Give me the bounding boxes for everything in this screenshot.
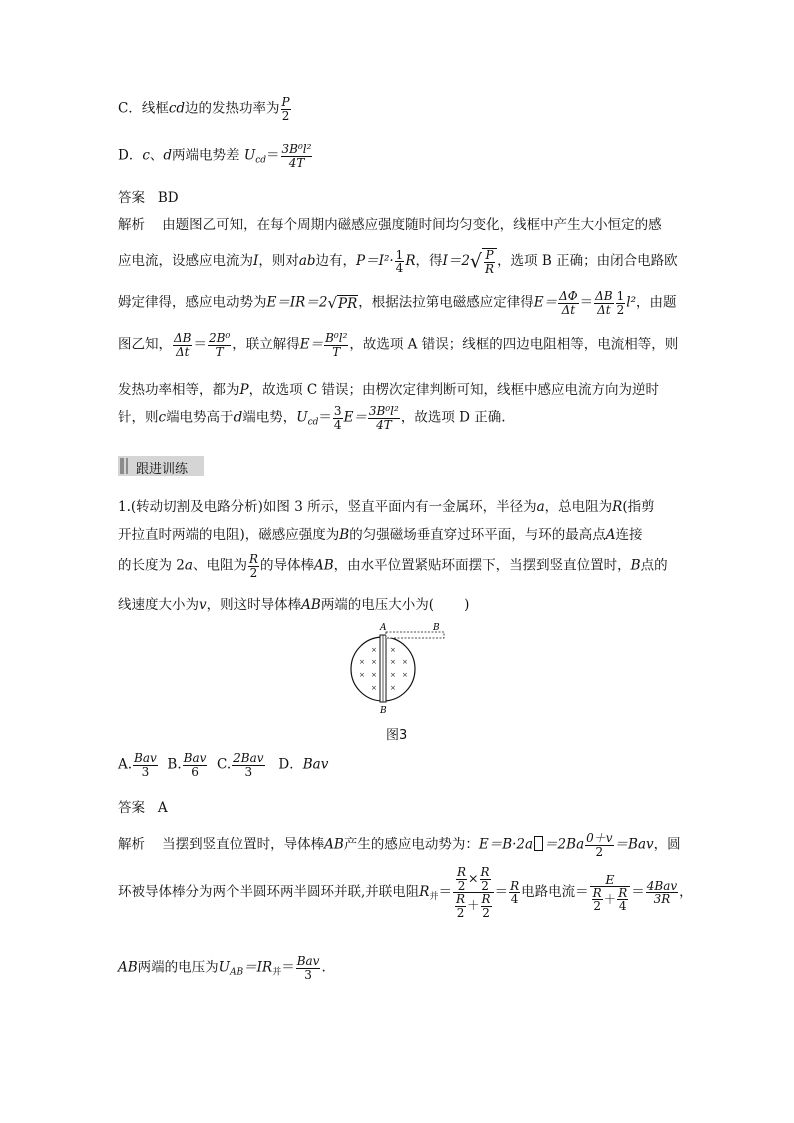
choice-c-label: C. [216, 756, 232, 773]
explain-1-l4f2d: T [215, 344, 224, 359]
explain-1-label: 解析 [118, 217, 145, 233]
explain-2-parallel-num [453, 866, 494, 893]
explain-1-line-4 [118, 332, 678, 358]
question-l2b: 的匀强磁场垂直穿过环平面，与环的最高点 [349, 527, 606, 543]
svg-text:×: × [390, 658, 396, 666]
question-line-3 [118, 553, 668, 579]
missing-glyph-box [534, 836, 543, 851]
explain-1-l2d: ，得 [415, 253, 443, 270]
explain-1-l3eq3: ＝ [579, 294, 594, 311]
explain-2-label: 解析 [118, 836, 145, 853]
explain-1-l3f2d: Δt [597, 302, 611, 317]
explain-1-l2ab: ab [298, 253, 316, 270]
explain-2-l3a: 两端的电压为 [137, 959, 219, 976]
answer-1 [118, 186, 179, 206]
question-l4AB: AB [301, 597, 321, 613]
choice-b-den: 6 [191, 764, 199, 779]
explain-2-l1-frac [585, 832, 613, 858]
explain-1-l2eq1: P＝I²· [356, 253, 394, 270]
explain-2-l1eq: E＝B·2a [478, 836, 534, 853]
explain-2-l1eq2: ＝2Ba [544, 836, 585, 853]
question-l3AB: AB [314, 557, 334, 574]
explain-2-l1fn: 0＋v [586, 831, 613, 845]
explain-1-line-1 [118, 213, 662, 233]
explain-1-l2eq2: I＝2 [442, 253, 470, 270]
explain-2-line-2 [118, 866, 693, 919]
label-a: A [380, 623, 387, 633]
answer-2-label: 答案 [118, 800, 145, 816]
explain-1-l6f1n: 3 [333, 404, 342, 418]
explain-1-l2-sqrt: √ $\frac{P}{R}$ [470, 248, 497, 275]
question-l4c: 两端的电压大小为( [320, 597, 435, 613]
question-l3a: 的长度为 2 [118, 557, 185, 574]
option-c-text: C．线框 [118, 100, 169, 117]
question-l3b: 、电阻为 [192, 557, 247, 574]
svg-text:×: × [402, 658, 408, 666]
question-line-1 [118, 495, 655, 515]
explain-2-l2f2d: 4 [510, 892, 519, 907]
explain-1-l6a: 针，则 [118, 409, 159, 426]
option-d-text2: 两端电势差 [172, 147, 240, 164]
explain-2-l2Id-b: R [618, 885, 628, 900]
choice-a-num: Bav [134, 751, 157, 765]
explain-1-l3-sqrt: √PR [327, 294, 358, 313]
explain-1-l4-frac2 [208, 332, 231, 358]
question-l2B: B [339, 527, 350, 543]
explain-1-l6d: d [233, 409, 243, 426]
option-d-num: 3B⁰l² [281, 142, 312, 156]
explain-1-l6f1d: 4 [333, 417, 342, 432]
explain-1-l4f1d: Δt [175, 344, 190, 359]
question-l3B: B [630, 557, 641, 574]
explain-1-l3f1n: ΔΦ [559, 289, 578, 303]
explain-2-l2times: × [468, 870, 479, 886]
svg-text:×: × [371, 684, 377, 692]
explain-1-l3eq2: E＝ [533, 294, 558, 311]
explain-1-l3-frac1 [558, 290, 579, 316]
explain-1-l6f2d: 4T [376, 417, 392, 432]
section-header-bar-2 [126, 458, 128, 474]
explain-1-l4eq: ＝ [193, 336, 207, 353]
section-title: 跟进训练 [136, 462, 189, 477]
explain-2-l1c: ，圆 [653, 836, 681, 853]
explain-1-l2f1d: 4 [395, 261, 404, 276]
explain-1-l6f2n: 3B⁰l² [368, 404, 399, 418]
explain-1-l3f1d: Δt [561, 302, 576, 317]
explain-2-l2f2n: R [510, 878, 520, 893]
choice-a-frac [133, 752, 158, 778]
svg-text:×: × [359, 658, 365, 666]
explain-2-l2bot-ad: 2 [456, 905, 465, 920]
question-l4a: 线速度大小为 [118, 597, 199, 613]
explain-2-line-3 [118, 955, 326, 981]
choice-b-label: B. [167, 756, 182, 773]
explain-1-line-5 [118, 378, 659, 398]
question-l3fd: 2 [249, 565, 258, 580]
figure-3 [340, 618, 460, 718]
explain-2-current-den [590, 887, 631, 913]
explain-1-line-3 [118, 290, 677, 316]
explain-2-l2eq: ＝ [438, 884, 452, 901]
answer-2 [118, 796, 168, 816]
explain-2-l2eq3: ＝ [631, 884, 645, 901]
option-c-text2: 边的发热功率为 [185, 100, 280, 117]
explain-1-l2sqn: P [485, 248, 494, 262]
explain-1-l4-frac3 [324, 332, 348, 358]
explain-1-l3eq: E＝IR＝2 [266, 294, 328, 311]
explain-2-l3U: U [218, 959, 231, 976]
explain-1-l6e: 端电势， [242, 409, 297, 426]
explain-1-l6-frac2 [368, 405, 400, 431]
explain-1-l3f3d: 2 [616, 302, 625, 317]
explain-1-l4f2n: 2B⁰ [208, 331, 231, 345]
explain-1-l3c: ，由题 [636, 294, 677, 311]
explain-1-l3-frac2 [594, 290, 613, 316]
explain-1-l4f3d: T [332, 344, 341, 359]
explain-1-l5: 发热功率相等，都为 [118, 382, 240, 398]
explain-1-text-1: 由题图乙可知，在每个周期内磁感应强度随时间均匀变化，线框中产生大小恒定的感 [162, 217, 662, 233]
explain-2-l2bot-bd: 2 [482, 905, 490, 920]
explain-2-l2In: E [590, 873, 631, 887]
explain-2-l3fn: Bav [296, 954, 320, 968]
label-b-top: B [433, 623, 440, 633]
option-d-fraction [281, 143, 313, 169]
explain-1-l4b: ，联立解得 [232, 336, 300, 353]
choice-a-den: 3 [141, 764, 150, 779]
svg-text:×: × [371, 646, 377, 654]
explain-2-l3eq2: ＝ [281, 959, 295, 976]
explain-1-l6-frac1 [333, 405, 343, 431]
explain-2-l2Id-ad: 2 [593, 899, 601, 914]
explain-1-l2a: 应电流，设感应电流为 [118, 253, 253, 270]
explain-1-l6f: ，故选项 D 正确. [400, 409, 506, 426]
option-d-eq: ＝ [266, 147, 280, 164]
label-b-bottom: B [380, 706, 387, 716]
explain-1-l5b: ，故选项 C 错误；由楞次定律判断可知，线框中感应电流方向为逆时 [248, 382, 660, 398]
explain-1-l4a: 图乙知， [118, 336, 172, 353]
explain-1-l6U: U [296, 409, 308, 426]
choice-d-value: Bav [302, 756, 329, 773]
explain-2-l3sub: 并 [272, 967, 282, 978]
option-c [118, 96, 292, 122]
explain-1-l3sq: PR [338, 295, 358, 312]
explain-2-l2top-ad: 2 [457, 878, 466, 893]
explain-1-l3f2n: ΔB [595, 289, 613, 303]
explain-2-l2Rsub: 并 [429, 892, 439, 903]
answer-1-label: 答案 [118, 190, 145, 206]
explain-1-l4f3n: B⁰l² [325, 331, 348, 345]
choice-c-den: 3 [244, 764, 253, 779]
svg-text:×: × [390, 646, 396, 654]
question-l2c: 连接 [615, 527, 643, 543]
explain-2-l2top-a: R [457, 865, 467, 879]
explain-2-l2a: 环被导体棒分为两个半圆环两半圆环并联,并联电阻 [118, 884, 420, 901]
question-l2a: 开拉直时两端的电阻)，磁感应强度为 [118, 527, 340, 543]
choices [118, 752, 328, 778]
explain-1-l3b: ，根据法拉第电磁感应定律得 [358, 294, 534, 311]
answer-1-value: BD [157, 190, 179, 206]
option-d-U: U [243, 147, 256, 164]
explain-1-l6eq: ＝ [318, 409, 332, 426]
explain-2-current-fraction [590, 873, 631, 913]
option-c-num: P [281, 95, 290, 109]
choice-a-label: A. [118, 756, 133, 773]
question-l3-frac [248, 553, 259, 579]
question-line-4 [118, 593, 469, 613]
explain-2-l2Id-plus: ＋ [603, 891, 617, 907]
explain-2-l2Id-bd: 4 [618, 899, 627, 914]
choice-c-frac [232, 752, 264, 778]
explain-2-l1a: 当摆到竖直位置时，导体棒 [162, 836, 325, 853]
explain-2-l2plus: ＋ [467, 897, 480, 913]
option-d [118, 143, 313, 169]
option-c-fraction [281, 96, 291, 122]
explain-1-l4-frac1 [173, 332, 192, 358]
explain-1-l2e: ，选项 B 正确；由闭合电路欧 [497, 253, 678, 270]
explain-2-l3fd: 3 [304, 967, 312, 982]
option-c-var: cd [168, 100, 186, 117]
explain-2-l1AB: AB [324, 836, 344, 853]
explain-1-l6b: 端电势高于 [166, 409, 234, 426]
choice-b-num: Bav [183, 751, 207, 765]
explain-2-l2f3d: 3R [653, 892, 671, 907]
explain-1-line-2 [118, 248, 678, 275]
svg-text:×: × [371, 671, 377, 679]
section-header [118, 456, 204, 476]
choice-d-label: D． [278, 756, 303, 773]
explain-1-l2f1n: 1 [395, 247, 404, 262]
choice-b-frac [183, 752, 208, 778]
explain-2-l2b: 电路电流＝ [521, 884, 589, 901]
explain-2-l2f3n: 4Bav [646, 878, 678, 893]
explain-1-l3-frac3 [616, 290, 626, 316]
answer-2-value: A [157, 800, 168, 816]
explain-1-l2-frac1 [395, 249, 405, 275]
question-l3a2: a [184, 557, 193, 574]
figure-caption: 图3 [386, 728, 408, 743]
question-l3d: ，由水平位置紧贴环面摆下，当摆到竖直位置时， [333, 557, 631, 574]
question-l1c: (指剪 [622, 499, 655, 515]
question-l3fn: R [248, 552, 258, 566]
explain-1-l6c: c [158, 409, 167, 426]
explain-2-l2bot-b: R [481, 892, 491, 907]
svg-text:×: × [402, 671, 408, 679]
explain-2-line-1 [118, 832, 681, 858]
explain-2-l2top-bd: 2 [481, 878, 489, 893]
explain-2-l3AB: AB [118, 959, 138, 976]
explain-2-l3-frac [296, 955, 321, 981]
explain-1-l2R: R [405, 253, 416, 270]
explain-2-l3Usub: AB [230, 967, 244, 978]
svg-text:×: × [359, 671, 365, 679]
section-header-bar [120, 458, 124, 474]
explain-1-line-6 [118, 405, 506, 431]
explain-2-l2-frac3 [646, 880, 678, 906]
explain-2-l2bot-a: R [455, 892, 466, 907]
question-l4d: ) [464, 597, 470, 613]
explain-2-parallel-den [453, 893, 494, 919]
choice-c-num: 2Bav [233, 751, 264, 765]
explain-2-parallel-fraction [453, 866, 494, 919]
explain-2-l2-frac2 [509, 880, 520, 906]
explain-2-l2c: ， [679, 884, 693, 901]
explain-2-l1fd: 2 [595, 844, 604, 859]
explain-2-l2R: R [419, 884, 430, 901]
explain-1-l2sqd: R [485, 261, 495, 276]
explain-1-l4E: E＝ [299, 336, 324, 353]
option-d-d: d [163, 147, 173, 164]
question-line-2 [118, 523, 642, 543]
option-d-sep: 、 [149, 147, 164, 164]
explain-1-l3l2: l² [626, 294, 636, 311]
question-l3e: 点的 [640, 557, 668, 574]
explain-1-l2c: 边有， [315, 253, 357, 270]
explain-2-l2top-b: R [480, 865, 490, 879]
question-l4v: v [199, 597, 207, 613]
option-c-den: 2 [281, 108, 290, 123]
explain-2-l3end: . [321, 959, 326, 976]
svg-text:×: × [390, 671, 396, 679]
explain-2-l3eq: ＝IR [243, 959, 273, 976]
svg-text:×: × [371, 658, 377, 666]
explain-1-l4c: ，故选项 A 错误；线框的四边电阻相等，电流相等，则 [349, 336, 679, 353]
explain-1-l3a: 姆定律得，感应电动势为 [118, 294, 267, 311]
question-l2A: A [605, 527, 616, 543]
option-d-c: c [142, 147, 150, 164]
explain-1-l2b: ，则对 [258, 253, 299, 270]
question-l1b: ，总电阻为 [544, 499, 613, 515]
option-d-Usub: cd [255, 155, 267, 166]
explain-1-l2I: I [253, 253, 259, 270]
question-l1R: R [612, 499, 623, 515]
explain-2-l1b: 产生的感应电动势为： [343, 836, 479, 853]
explain-1-l6Usub: cd [307, 417, 319, 428]
option-d-den: 4T [288, 155, 305, 170]
question-l4b: ，则这时导体棒 [206, 597, 302, 613]
explain-1-l3f3n: 1 [616, 289, 625, 303]
question-l3c: 的导体棒 [260, 557, 314, 574]
question-l1a: a [536, 499, 545, 515]
explain-2-l2Id-a: R [592, 885, 602, 900]
option-d-label: D． [118, 147, 143, 164]
question-l1: 1.(转动切割及电路分析)如图 3 所示，竖直平面内有一金属环，半径为 [118, 499, 537, 515]
explain-2-l1eq3: ＝Bav [614, 836, 654, 853]
explain-1-l4f1n: ΔB [174, 331, 192, 345]
svg-text:×: × [390, 684, 396, 692]
explain-2-l2eq2: ＝ [494, 884, 509, 901]
explain-1-l6E: E＝ [343, 409, 367, 426]
explain-1-l5P: P [239, 382, 249, 398]
